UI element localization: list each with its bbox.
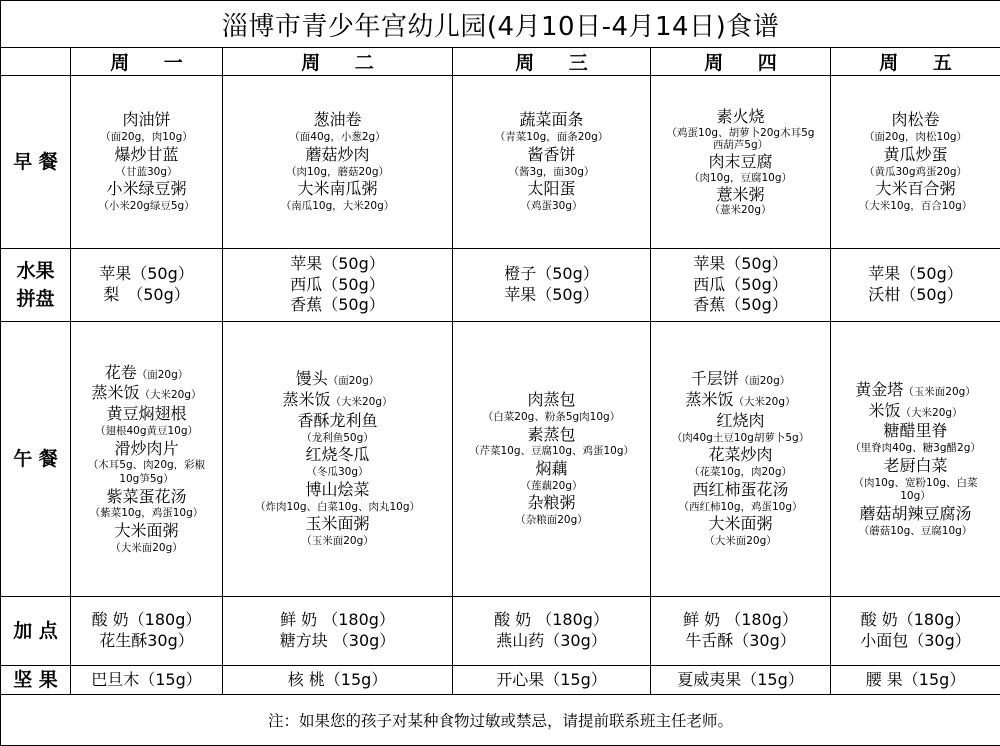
dish-ingredients: （西红柿10g，鸡蛋10g）: [651, 501, 830, 515]
dish-ingredients: （肉40g土豆10g胡萝卜5g）: [651, 432, 830, 446]
dish-name: 大米面粥: [71, 521, 222, 542]
dish-name: 千层饼: [691, 369, 739, 388]
dish-line: [223, 390, 452, 411]
breakfast-cell: [831, 76, 1000, 249]
fruit-cell: [453, 249, 651, 322]
meal-label-fruit-line2: 拼盘: [16, 285, 54, 313]
lunch-cell: [223, 322, 453, 597]
dish-ingredients: （炸肉10g、白菜10g、肉丸10g）: [223, 501, 452, 515]
meal-label-breakfast: 早 餐: [1, 76, 71, 249]
snack-item: 鲜 奶 （180g）: [223, 610, 452, 631]
day-header-row: [1, 48, 1000, 76]
dish-name: 红烧肉: [651, 411, 830, 432]
meal-label-snack: 加 点: [1, 597, 71, 666]
day-label: 周 三: [501, 52, 602, 74]
dish-name: 太阳蛋: [453, 179, 650, 200]
dish-name: 蒸米饭: [685, 390, 733, 409]
dish-ingredients: （甘蓝30g）: [71, 166, 222, 180]
dish-name: 小米绿豆粥: [71, 179, 222, 200]
lunch-cell: [453, 322, 651, 597]
dish-ingredients: （杂粮面20g）: [453, 514, 650, 528]
dish-ingredients: （木耳5g、肉20g，彩椒: [71, 459, 222, 473]
breakfast-row: [1, 76, 1000, 249]
dish-line: [831, 401, 1000, 422]
dish-line: [71, 383, 222, 404]
snack-cell: [453, 597, 651, 666]
dish-ingredients: （大米面20g）: [71, 542, 222, 556]
dish-line: [223, 369, 452, 390]
dish-ingredients: （花菜10g，肉20g）: [651, 466, 830, 480]
dish-name: 蘑菇炒肉: [223, 145, 452, 166]
dish-ingredients: （大米10g，百合10g）: [831, 200, 1000, 214]
fruit-cell: [831, 249, 1000, 322]
dish-name: 蒸米饭: [282, 390, 330, 409]
dish-ingredients: （大米20g）: [330, 396, 392, 408]
page-title: 淄博市青少年宫幼儿园(4月10日-4月14日)食谱: [1, 1, 1000, 48]
snack-cell: [651, 597, 831, 666]
nuts-row: [1, 666, 1000, 695]
dish-name: 爆炒甘蓝: [71, 145, 222, 166]
dish-ingredients: （面20g，肉松10g）: [831, 131, 1000, 145]
nuts-cell: 夏威夷果（15g）: [651, 666, 831, 695]
dish-name: 红烧冬瓜: [223, 445, 452, 466]
dish-ingredients: （大米20g）: [733, 396, 795, 408]
dish-name: 肉油饼: [71, 110, 222, 131]
dish-name: 滑炒肉片: [71, 439, 222, 460]
dish-name: 紫菜蛋花汤: [71, 487, 222, 508]
fruit-cell: [223, 249, 453, 322]
breakfast-cell: [651, 76, 831, 249]
day-header-tue: [223, 48, 453, 76]
nuts-cell: 巴旦木（15g）: [71, 666, 223, 695]
dish-name: 博山烩菜: [223, 480, 452, 501]
dish-name: 素火烧: [651, 107, 830, 127]
dish-ingredients: （面20g）: [328, 375, 380, 387]
dish-ingredients: （南瓜10g，大米20g）: [223, 200, 452, 214]
dish-line: [651, 369, 830, 390]
fruit-item: 西瓜（50g）: [651, 275, 830, 296]
fruit-item: 沃柑（50g）: [831, 285, 1000, 306]
dish-ingredients: （大米面20g）: [651, 535, 830, 549]
day-header-mon: [71, 48, 223, 76]
dish-name: 蘑菇胡辣豆腐汤: [831, 504, 1000, 525]
snack-item: 酸 奶（180g）: [831, 610, 1000, 631]
corner-cell: [1, 48, 71, 76]
dish-name: 蒸米饭: [91, 383, 139, 402]
meal-label-lunch: 午 餐: [1, 322, 71, 597]
fruit-item: 西瓜（50g）: [223, 275, 452, 296]
dish-ingredients: 西葫芦5g）: [651, 139, 830, 152]
dish-name: 玉米面粥: [223, 514, 452, 535]
snack-item: 小面包（30g）: [831, 631, 1000, 652]
dish-name: 肉蒸包: [453, 390, 650, 411]
dish-ingredients: （薏米20g）: [651, 204, 830, 217]
dish-ingredients: （青菜10g，面条20g）: [453, 131, 650, 145]
snack-item: 燕山药（30g）: [453, 631, 650, 652]
dish-name: 薏米粥: [651, 185, 830, 205]
dish-ingredients: （鸡蛋30g）: [453, 200, 650, 214]
dish-name: 肉松卷: [831, 110, 1000, 131]
dish-ingredients: （紫菜10g，鸡蛋10g）: [71, 507, 222, 521]
dish-ingredients: （芹菜10g、豆腐10g、鸡蛋10g）: [453, 445, 650, 459]
dish-name: 老厨白菜: [831, 456, 1000, 477]
snack-cell: [831, 597, 1000, 666]
fruit-item: 苹果（50g）: [831, 264, 1000, 285]
dish-name: 馒头: [296, 369, 328, 388]
dish-ingredients: 10g）: [831, 490, 1000, 504]
dish-ingredients: （肉10g，豆腐10g）: [651, 172, 830, 185]
dish-line: [831, 380, 1000, 401]
dish-name: 西红柿蛋花汤: [651, 480, 830, 501]
meal-label-nuts: 坚 果: [1, 666, 71, 695]
dish-ingredients: （鸡蛋10g、胡萝卜20g木耳5g: [651, 127, 830, 140]
nuts-cell: 核 桃（15g）: [223, 666, 453, 695]
fruit-item: 橙子（50g）: [453, 264, 650, 285]
snack-cell: [71, 597, 223, 666]
day-header-wed: [453, 48, 651, 76]
dish-ingredients: （面20g）: [739, 375, 791, 387]
dish-name: 米饭: [869, 401, 901, 420]
dish-name: 糖醋里脊: [831, 421, 1000, 442]
dish-name: 大米南瓜粥: [223, 179, 452, 200]
breakfast-cell: [223, 76, 453, 249]
day-label: 周 一: [96, 52, 197, 74]
fruit-row: [1, 249, 1000, 322]
dish-name: 蔬菜面条: [453, 110, 650, 131]
snack-item: 花生酥30g）: [71, 631, 222, 652]
dish-name: 素蒸包: [453, 425, 650, 446]
dish-ingredients: （面20g，肉10g）: [71, 131, 222, 145]
dish-name: 黄豆焖翅根: [71, 404, 222, 425]
fruit-item: 香蕉（50g）: [651, 295, 830, 316]
note-row: [1, 695, 1000, 746]
dish-ingredients: （大米20g）: [139, 389, 201, 401]
dish-name: 花菜炒肉: [651, 445, 830, 466]
fruit-item: 苹果（50g）: [453, 285, 650, 306]
dish-line: [71, 363, 222, 384]
dish-ingredients: （黄瓜30g鸡蛋20g）: [831, 166, 1000, 180]
dish-ingredients: （莲藕20g）: [453, 480, 650, 494]
lunch-cell: [71, 322, 223, 597]
dish-ingredients: （玉米面20g）: [903, 386, 976, 398]
dish-ingredients: （肉10g，蘑菇20g）: [223, 166, 452, 180]
lunch-row: [1, 322, 1000, 597]
meal-label-fruit: [1, 249, 71, 322]
snack-item: 酸 奶（180g）: [71, 610, 222, 631]
dish-ingredients: （小米20g绿豆5g）: [71, 200, 222, 214]
dish-ingredients: （龙利鱼50g）: [223, 432, 452, 446]
dish-name: 黄瓜炒蛋: [831, 145, 1000, 166]
snack-item: 牛舌酥（30g）: [651, 631, 830, 652]
lunch-cell: [831, 322, 1000, 597]
dish-ingredients: （里脊肉40g、糖3g醋2g）: [831, 442, 1000, 456]
dish-ingredients: （面20g）: [137, 369, 189, 381]
day-label: 周 二: [287, 52, 388, 74]
dish-name: 黄金塔: [855, 380, 903, 399]
day-header-fri: [831, 48, 1000, 76]
snack-item: 酸 奶 （180g）: [453, 610, 650, 631]
dish-name: 大米百合粥: [831, 179, 1000, 200]
fruit-item: 苹果（50g）: [651, 254, 830, 275]
dish-name: 焖藕: [453, 459, 650, 480]
fruit-cell: [651, 249, 831, 322]
breakfast-cell: [71, 76, 223, 249]
snack-item: 糖方块 （30g）: [223, 631, 452, 652]
dish-name: 酱香饼: [453, 145, 650, 166]
dish-ingredients: （酱3g，面30g）: [453, 166, 650, 180]
dish-ingredients: （冬瓜30g）: [223, 466, 452, 480]
dish-name: 香酥龙利鱼: [223, 411, 452, 432]
nuts-cell: 腰 果（15g）: [831, 666, 1000, 695]
dish-ingredients: （翅根40g黄豆10g）: [71, 425, 222, 439]
dish-ingredients: 10g笋5g）: [71, 473, 222, 487]
lunch-cell: [651, 322, 831, 597]
snack-row: [1, 597, 1000, 666]
breakfast-cell: [453, 76, 651, 249]
day-label: 周 四: [690, 52, 791, 74]
day-label: 周 五: [865, 52, 966, 74]
fruit-cell: [71, 249, 223, 322]
fruit-item: 苹果（50g）: [71, 264, 222, 285]
dish-ingredients: （白菜20g、粉条5g肉10g）: [453, 411, 650, 425]
dish-ingredients: （蘑菇10g、豆腐10g）: [831, 525, 1000, 539]
dish-line: [651, 390, 830, 411]
dish-name: 大米面粥: [651, 514, 830, 535]
snack-cell: [223, 597, 453, 666]
fruit-item: 梨 （50g）: [71, 285, 222, 306]
dish-name: 花卷: [105, 363, 137, 382]
dish-ingredients: （肉10g、宽粉10g、白菜: [831, 477, 1000, 491]
dish-ingredients: （玉米面20g）: [223, 535, 452, 549]
dish-ingredients: （大米20g）: [901, 407, 963, 419]
dish-name: 葱油卷: [223, 110, 452, 131]
meal-label-fruit-line1: 水果: [16, 257, 54, 285]
nuts-cell: 开心果（15g）: [453, 666, 651, 695]
dish-name: 肉末豆腐: [651, 152, 830, 172]
day-header-thu: [651, 48, 831, 76]
fruit-item: 香蕉（50g）: [223, 295, 452, 316]
dish-name: 杂粮粥: [453, 493, 650, 514]
allergy-note: 注：如果您的孩子对某种食物过敏或禁忌，请提前联系班主任老师。: [1, 695, 1000, 746]
dish-ingredients: （面40g，小葱2g）: [223, 131, 452, 145]
fruit-item: 苹果（50g）: [223, 254, 452, 275]
snack-item: 鲜 奶 （180g）: [651, 610, 830, 631]
